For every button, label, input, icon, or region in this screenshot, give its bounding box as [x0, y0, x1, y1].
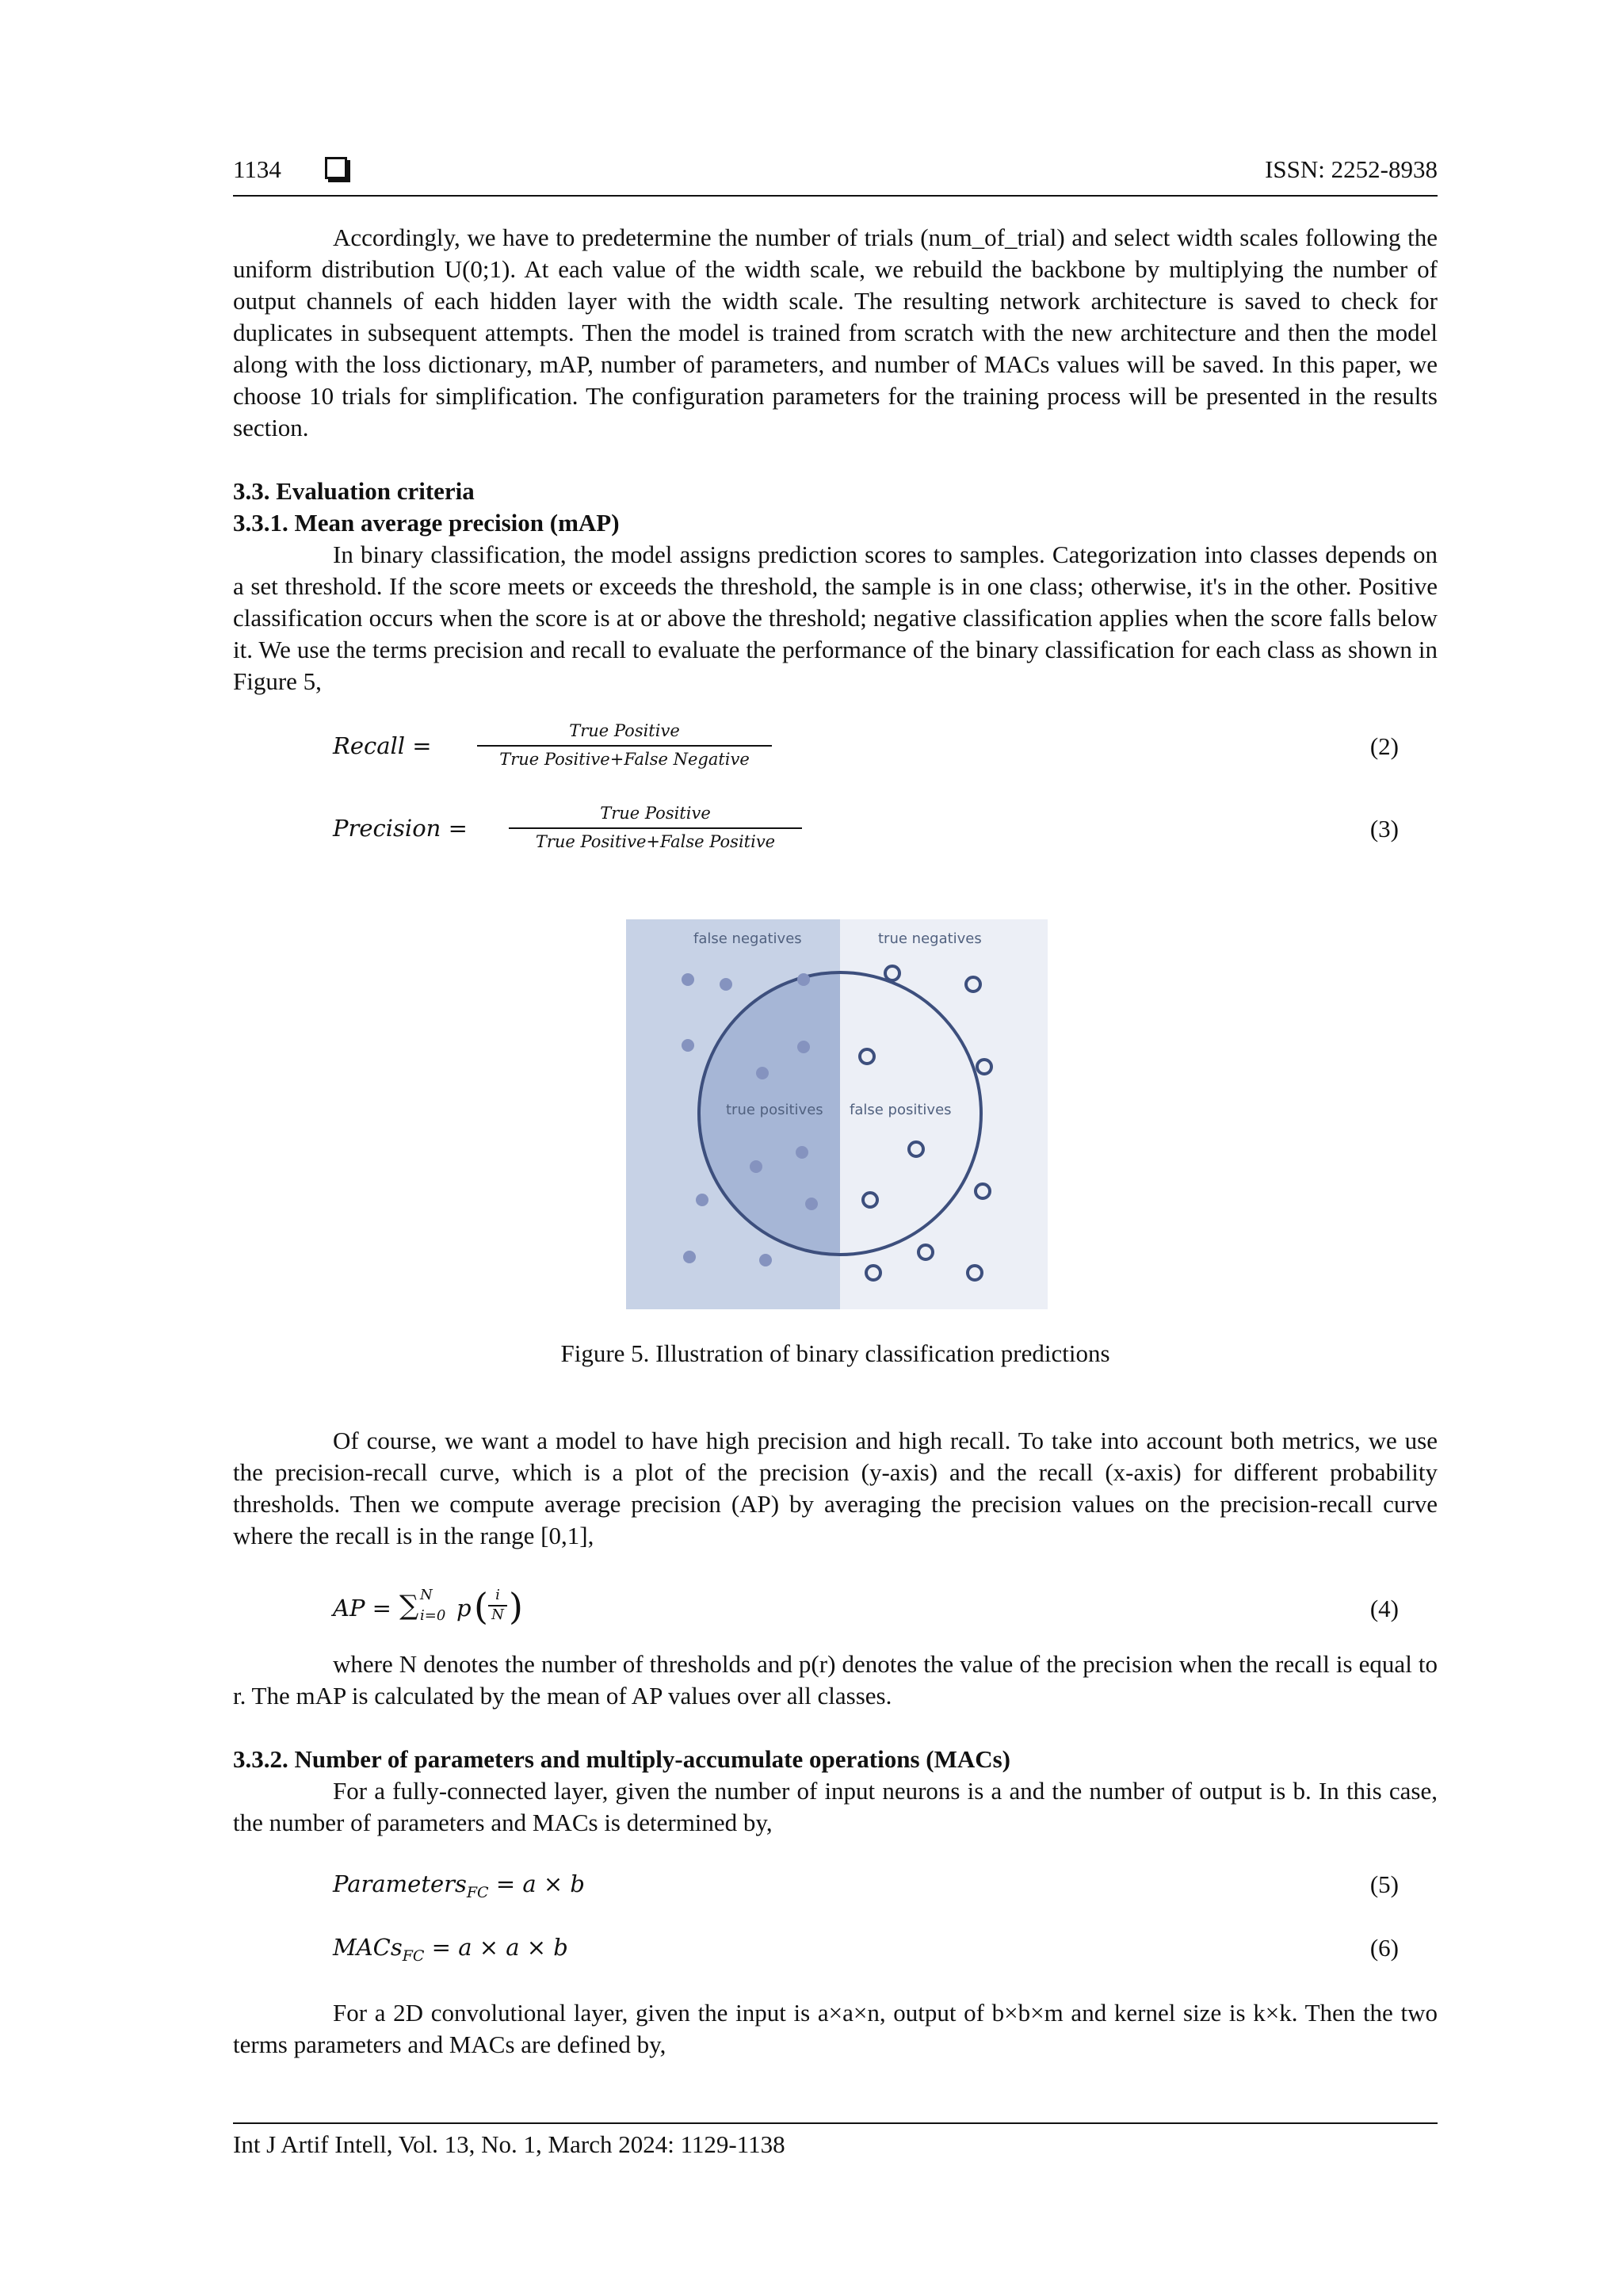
- false-negative-dot: [696, 1194, 708, 1206]
- fraction-numerator: True Positive: [569, 721, 680, 740]
- fraction-denominator: N: [491, 1606, 504, 1623]
- equation-rhs: = a × a × b: [424, 1934, 568, 1961]
- figure-caption: Figure 5. Illustration of binary classification predictions: [560, 1339, 1110, 1367]
- subsection-heading-macs: 3.3.2. Number of parameters and multiply-accumulate operations (MACs): [233, 1745, 1010, 1773]
- paragraph-binary-classification: In binary classification, the model assigns prediction scores to samples. Categorization into classes depends on a set threshold. If the score meets or exceeds the threshold, the sample is in one class; otherwise, it's in the other. Positive classification occurs when the score is at or above the threshold; negative classification applies when the score falls below it. We use the terms precision and recall to evaluate the performance of the binary classification for each class as shown in Figure 5,: [233, 541, 1438, 695]
- sum-symbol: ∑: [399, 1590, 419, 1622]
- false-negative-dot: [682, 973, 694, 986]
- equation-number: (2): [1369, 732, 1399, 760]
- paragraph-convolutional: For a 2D convolutional layer, given the input is a×a×n, output of b×b×m and kernel size is k×k. Then the two terms parameters and MACs are defined by,: [233, 1999, 1438, 2058]
- running-header: [233, 152, 1438, 197]
- label-false-positives: false positives: [850, 1102, 952, 1118]
- equation-recall: [333, 723, 1399, 778]
- equation-number: (5): [1369, 1870, 1399, 1898]
- fraction-denominator: True Positive+False Negative: [499, 750, 750, 769]
- fraction-numerator: True Positive: [600, 804, 711, 823]
- equation-lhs: Precision =: [333, 815, 468, 842]
- index-fraction: [488, 1587, 507, 1623]
- true-positive-dot: [796, 1146, 808, 1159]
- false-negative-dot: [683, 1251, 696, 1263]
- close-paren: ): [509, 1585, 523, 1628]
- issn-label: ISSN: 2252-8938: [1265, 155, 1438, 183]
- classification-diagram: [626, 919, 1048, 1309]
- paragraph-trials: Accordingly, we have to predetermine the number of trials (num_of_trial) and select width scales following the uniform distribution U(0;1). At each value of the width scale, we rebuild the backbone by multiplying the number of output channels of each hidden layer with the width scale. The resulting network architecture is saved to check for duplicates in subsequent attempts. Then the model is trained from scratch with the new architecture and then the model along with the loss dictionary, mAP, number of parameters, and number of MACs values will be saved. In this paper, we choose 10 trials for simplification. The configuration parameters for the training process will be presented in the results section.: [233, 223, 1438, 441]
- equation-macs-fc: [333, 1934, 1399, 1989]
- footer-rule: [233, 2122, 1438, 2124]
- true-positive-dot: [805, 1198, 818, 1210]
- label-false-negatives: false negatives: [693, 930, 802, 947]
- header-rule: [233, 195, 1438, 197]
- equation-precision: [333, 805, 1399, 861]
- sum-upper-limit: N: [420, 1587, 433, 1603]
- precision-fraction: [509, 804, 802, 851]
- page-number: 1134: [233, 155, 281, 183]
- sum-lower-limit: i=0: [420, 1607, 446, 1624]
- fraction-numerator: i: [495, 1587, 500, 1603]
- running-footer: [233, 2122, 1438, 2159]
- paragraph-precision-recall: Of course, we want a model to have high precision and high recall. To take into account both metrics, we use the precision-recall curve, which is a plot of the precision (y-axis) and the recall (x-axis) for different probability thresholds. Then we compute average precision (AP) by averaging the precision values on the precision-recall curve where the recall is in the range [0,1],: [233, 1427, 1438, 1549]
- true-positive-dot: [756, 1067, 769, 1079]
- equation-parameters-fc: [333, 1870, 1399, 1926]
- true-positive-dot: [750, 1160, 762, 1173]
- open-paren: (: [474, 1585, 488, 1628]
- false-negative-dot: [682, 1039, 694, 1052]
- equation-average-precision: [333, 1584, 1399, 1639]
- journal-citation: Int J Artif Intell, Vol. 13, No. 1, March 2024: 1129-1138: [233, 2130, 785, 2158]
- label-true-negatives: true negatives: [878, 930, 982, 947]
- parameters-symbol: Parameters: [333, 1870, 467, 1897]
- equation-rhs: = a × b: [488, 1870, 585, 1897]
- paragraph-fully-connected: For a fully-connected layer, given the number of input neurons is a and the number of output is b. In this case, the number of parameters and MACs is determined by,: [233, 1777, 1438, 1836]
- equation-lhs: Recall =: [333, 732, 432, 759]
- recall-fraction: [477, 721, 772, 769]
- false-negative-dot: [797, 973, 810, 986]
- section-heading-evaluation: 3.3. Evaluation criteria: [233, 477, 475, 505]
- fc-subscript: FC: [402, 1946, 425, 1965]
- false-negative-dot: [720, 978, 732, 991]
- square-bullet-icon: [325, 157, 347, 179]
- fraction-denominator: True Positive+False Positive: [535, 832, 776, 851]
- figure-binary-classification: [626, 919, 1048, 1309]
- label-true-positives: true positives: [726, 1102, 823, 1118]
- equation-number: (4): [1369, 1595, 1399, 1622]
- equation-number: (6): [1369, 1934, 1399, 1962]
- equation-lhs: AP =: [333, 1595, 391, 1622]
- paragraph-map-definition: where N denotes the number of thresholds and p(r) denotes the value of the precision when the recall is equal to r. The mAP is calculated by the mean of AP values over all classes.: [233, 1650, 1438, 1710]
- equation-lhs: [333, 1870, 585, 1901]
- subsection-heading-map: 3.3.1. Mean average precision (mAP): [233, 509, 620, 537]
- true-positive-dot: [797, 1041, 810, 1053]
- precision-function: p: [456, 1595, 472, 1622]
- macs-symbol: MACs: [333, 1934, 403, 1961]
- equation-number: (3): [1369, 815, 1399, 842]
- false-negative-dot: [759, 1254, 772, 1266]
- fc-subscript: FC: [466, 1883, 489, 1901]
- equation-lhs: [333, 1934, 568, 1965]
